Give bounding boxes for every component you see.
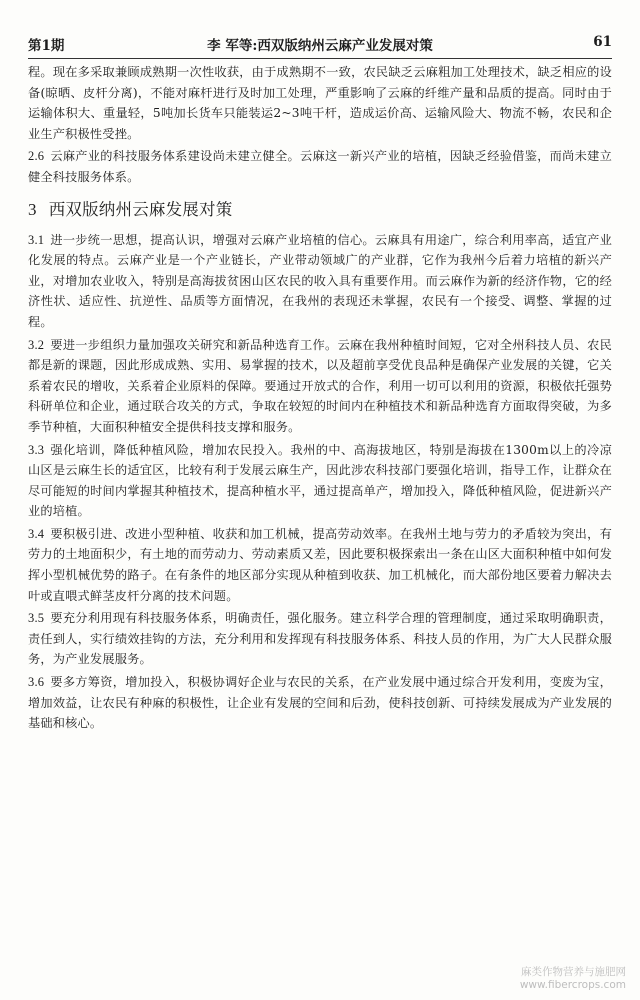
paragraph-3-6: [28, 672, 612, 734]
paragraph-text: 要多方筹资，增加投入，积极协调好企业与农民的关系，在产业发展中通过综合开发利用，变废为宝，增加效益，让农民有种麻的积极性，让企业有发展的空间和后劲，使科技创新、可持续发展成为产业发展的基础和核心。: [28, 675, 612, 731]
paragraph-3-1: [28, 230, 612, 333]
section-number: 3: [28, 199, 37, 219]
paragraph-text: 进一步统一思想，提高认识，增强对云麻产业培植的信心。云麻具有用途广，综合利用率高，适宜产业化发展的特点。云麻产业是一个产业链长，产业带动领域广的产业群，它作为我州今后着力培植的新兴产业，对增加农业收入，特别是高海拔贫困山区农民的收入具有重要作用。而云麻作为新的经济作物，它的经济性状、适应性、抗逆性、品质等方面情况，在我州的表现还未掌握，农民有一个接受、调整、掌握的过程。: [28, 232, 612, 329]
paragraph-text: 程。现在多采取兼顾成熟期一次性收获，由于成熟期不一致，农民缺乏云麻粗加工处理技术，缺乏相应的设备(晾晒、皮杆分离)，不能对麻杆进行及时加工处理，严重影响了云麻的纤维产量和品质的提高。同时由于运输体积大、重量轻，5吨加长货车只能装运2~3吨干杆，造成运价高、运输风险大、物流不畅，农民和企业生产积极性受挫。: [28, 65, 612, 141]
paragraph-text: 云麻产业的科技服务体系建设尚未建立健全。云麻这一新兴产业的培植，因缺乏经验借鉴，而尚未建立健全科技服务体系。: [28, 149, 612, 184]
article-body: [28, 62, 612, 736]
watermark-url: www.fibercrops.com: [519, 979, 626, 991]
watermark-site-name: 麻类作物营养与施肥网: [521, 966, 626, 978]
paragraph-3-5: [28, 608, 612, 670]
paragraph-number: 3.2: [28, 337, 45, 352]
paragraph-number: 3.5: [28, 611, 45, 626]
paragraph-3-2: [28, 335, 612, 438]
paragraph-number: 3.6: [28, 675, 45, 690]
paragraph-number: 2.6: [28, 149, 45, 164]
watermark: [396, 966, 626, 992]
paragraph-text: 要充分利用现有科技服务体系，明确责任，强化服务。建立科学合理的管理制度，通过采取明确职责，责任到人，实行绩效挂钩的方法，充分利用和发挥现有科技服务体系、科技人员的作用，为广大人民群众服务，为产业发展服务。: [28, 611, 612, 667]
page-number: 61: [593, 34, 612, 50]
paragraph-number: 3.1: [28, 232, 45, 247]
section-heading: [28, 198, 612, 222]
running-title: 李 军等:西双版纳州云麻产业发展对策: [207, 38, 433, 54]
paragraph-text: 要积极引进、改进小型种植、收获和加工机械，提高劳动效率。在我州土地与劳力的矛盾较为突出，有劳力的土地面积少，有土地的而劳动力、劳动素质又差，因此要积极探索出一条在山区大面积种植中如何发挥小型机械优势的路子。在有条件的地区部分实现从种植到收获、加工机械化，而大部份地区要着力解决去叶或直喂式鲜茎皮杆分离的技术问题。: [28, 526, 612, 603]
header-rule: [28, 58, 612, 59]
paragraph-continued: [28, 62, 612, 144]
paragraph-3-4: [28, 524, 612, 606]
running-header: [28, 34, 612, 56]
paragraph-number: 3.3: [28, 442, 45, 457]
section-title: 西双版纳州云麻发展对策: [48, 199, 233, 219]
paragraph-3-3: [28, 440, 612, 522]
paragraph-number: 3.4: [28, 526, 45, 541]
issue-number: 第1期: [28, 38, 65, 54]
paragraph-text: 要进一步组织力量加强攻关研究和新品种选育工作。云麻在我州种植时间短，它对全州科技人员、农民都是新的课题，因此形成成熟、实用、易掌握的技术，以及超前享受优良品种是确保产业发展的关键，它关系着农民的增收，关系着企业原料的保障。要通过开放式的合作，利用一切可以利用的资源，积极依托强势科研单位和企业，通过联合攻关的方式，争取在较短的时间内在种植技术和新品种选育方面取得突破，为多季节种植，大面积种植安全提供科技支撑和服务。: [28, 337, 612, 434]
paragraph-text: 强化培训，降低种植风险，增加农民投入。我州的中、高海拔地区，特别是海拔在1300m以上的冷凉山区是云麻生长的适宜区，比较有利于发展云麻生产，因此涉农科技部门要强化培训，指导工作，让群众在尽可能短的时间内掌握其种植技术，提高种植水平，通过提高单产，增加投入，降低种植风险，促进新兴产业的培植。: [28, 442, 612, 519]
paragraph-2-6: [28, 146, 612, 187]
